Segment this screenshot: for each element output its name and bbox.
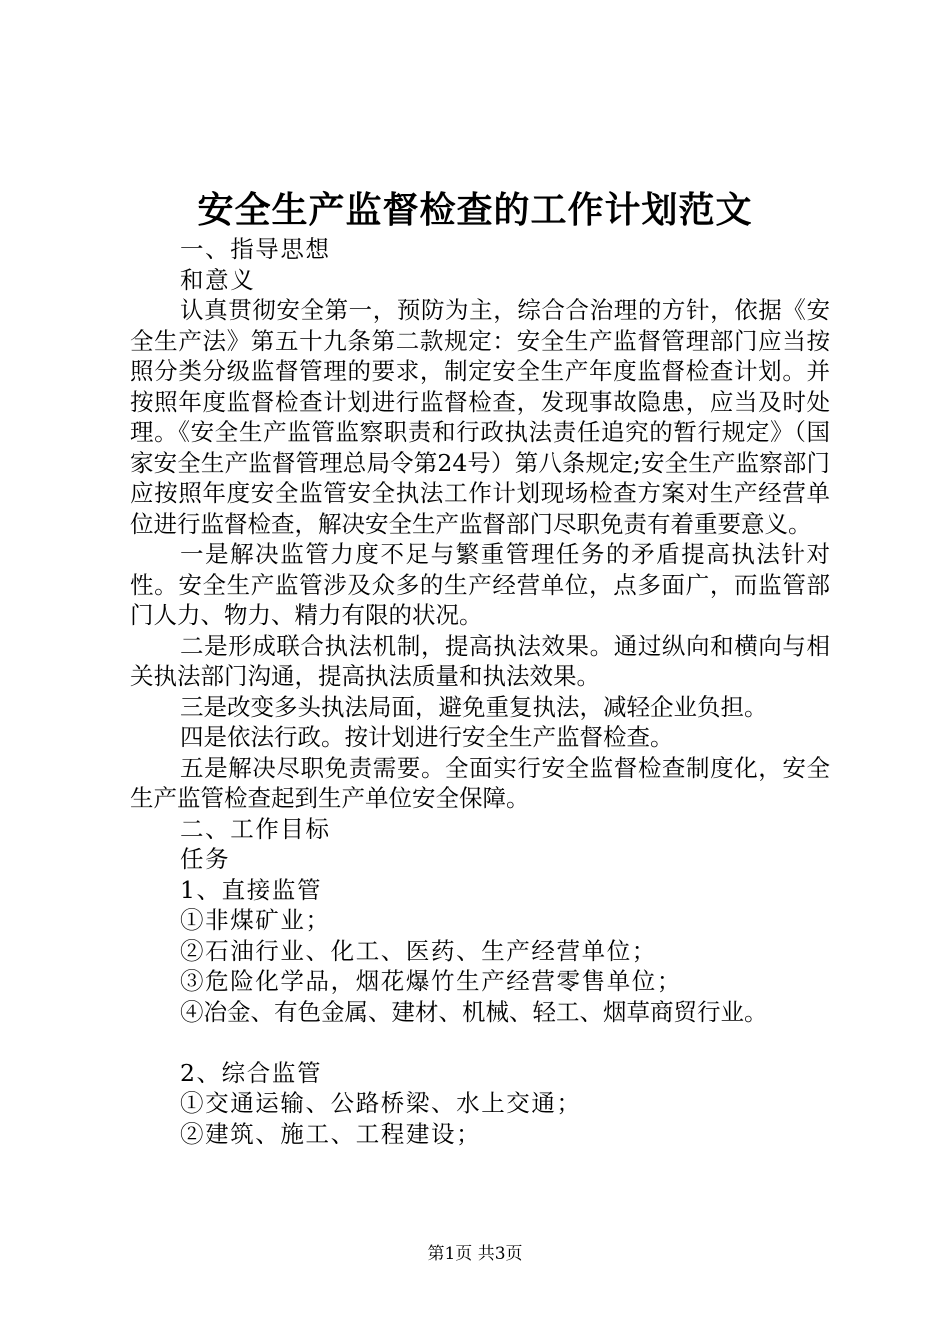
- list-item: ①非煤矿业；: [180, 906, 331, 934]
- section-heading-continuation: 和意义: [180, 265, 256, 294]
- section-heading: 二、工作目标: [180, 814, 331, 843]
- list-item: ④冶金、有色金属、建材、机械、轻工、烟草商贸行业。: [180, 997, 768, 1026]
- section-heading: 一、指导思想: [180, 235, 331, 263]
- paragraph: 一是解决监管力度不足与繁重管理任务的矛盾提高执法针对性。安全生产监管涉及众多的生产经营单位，点多面广，而监管部门人力、物力、精力有限的状况。: [130, 540, 830, 629]
- blank-line: [130, 1027, 830, 1058]
- paragraph: 四是依法行政。按计划进行安全生产监督检查。: [180, 723, 674, 751]
- list-item: ②石油行业、化工、医药、生产经营单位；: [180, 936, 657, 965]
- paragraph: 认真贯彻安全第一，预防为主，综合合治理的方针，依据《安全生产法》第五十九条第二款规定：安全生产监督管理部门应当按照分类分级监督管理的要求，制定安全生产年度监督检查计划。并按照年度监督检查计划进行监督检查，发现事故隐患，应当及时处理。《安全生产监管监察职责和行政执法责任追究的暂行规定》（国家安全生产监督管理总局令第24号）第八条规定;安全生产监察部门应按照年度安全监管安全执法工作计划现场检查方案对生产经营单位进行监督检查，解决安全生产监督部门尽职免责有着重要意义。: [130, 296, 830, 538]
- paragraph: 五是解决尽职免责需要。全面实行安全监督检查制度化，安全生产监管检查起到生产单位安全保障。: [130, 753, 830, 812]
- paragraph: 三是改变多头执法局面，避免重复执法，减轻企业负担。: [180, 692, 768, 721]
- subsection-heading: 1、直接监管: [180, 875, 323, 904]
- subsection-heading: 2、综合监管: [180, 1058, 323, 1087]
- list-item: ②建筑、施工、工程建设；: [180, 1119, 482, 1148]
- list-item: ③危险化学品，烟花爆竹生产经营零售单位；: [180, 967, 682, 995]
- document-body: [130, 234, 830, 1149]
- list-item: ①交通运输、公路桥梁、水上交通；: [180, 1089, 582, 1117]
- paragraph: 二是形成联合执法机制，提高执法效果。通过纵向和横向与相关执法部门沟通，提高执法质量和执法效果。: [130, 631, 830, 690]
- document-title: 安全生产监督检查的工作计划范文: [197, 189, 753, 231]
- section-heading-continuation: 任务: [180, 845, 231, 873]
- page-footer: 第1页 共3页: [427, 1244, 523, 1264]
